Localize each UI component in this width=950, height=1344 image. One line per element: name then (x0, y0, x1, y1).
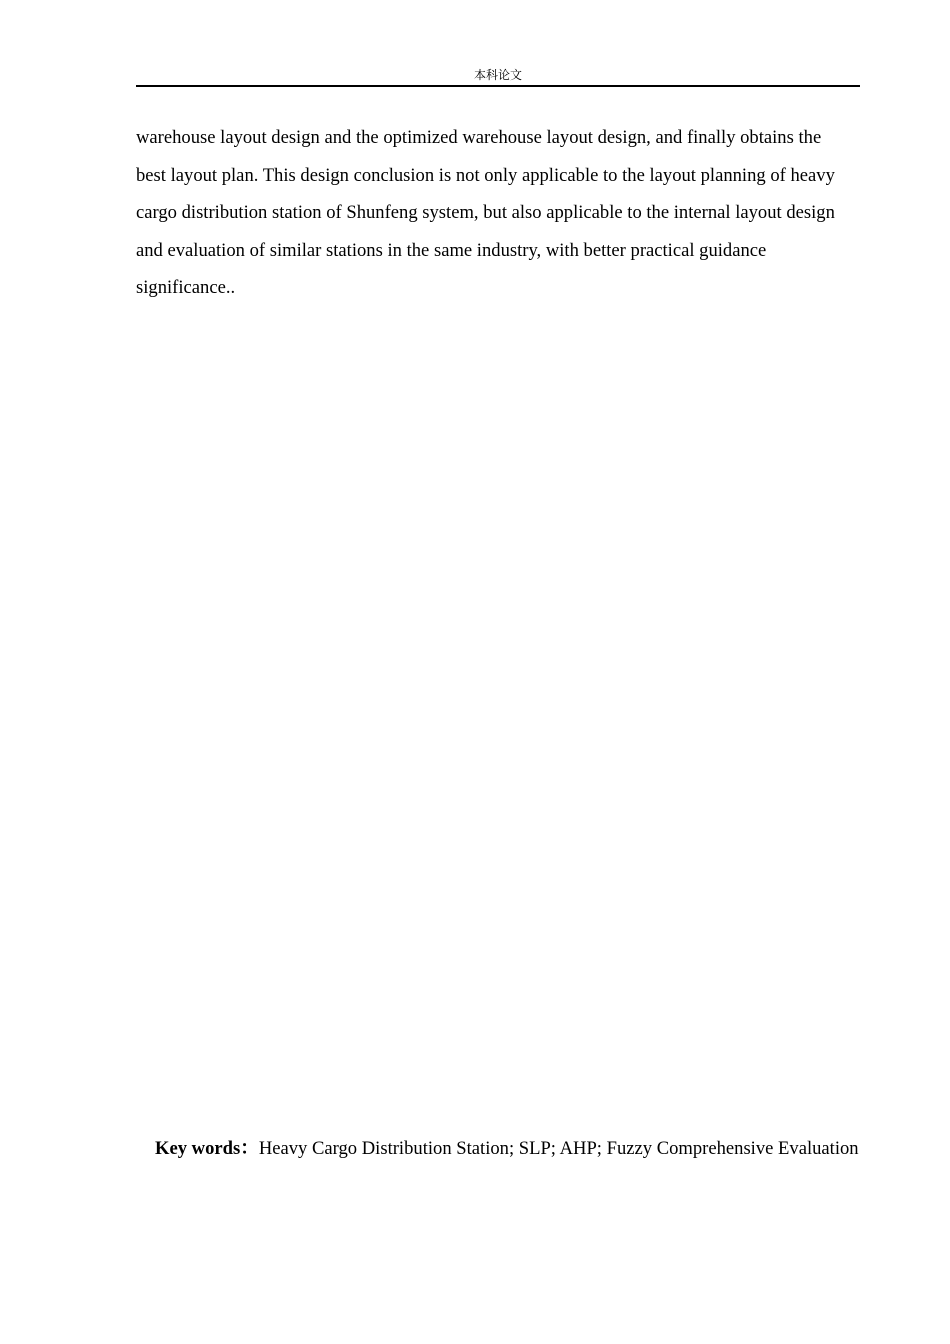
keywords-label: Key words： (155, 1138, 259, 1159)
abstract-paragraph (136, 119, 860, 307)
abstract-line: cargo distribution station of Shunfeng system, but also applicable to the internal layout design (136, 202, 835, 223)
header-rule (136, 85, 860, 87)
abstract-line: and evaluation of similar stations in the same industry, with better practical guidance (136, 239, 767, 261)
abstract-line: significance.. (136, 277, 236, 298)
running-header: 本科论文 (473, 68, 522, 82)
abstract-line: best layout plan. This design conclusion is not only applicable to the layout planning of heavy (136, 164, 835, 186)
keywords-text: Heavy Cargo Distribution Station; SLP; AHP; Fuzzy Comprehensive Evaluation (258, 1138, 859, 1159)
keywords-paragraph (136, 1130, 860, 1167)
abstract-line: warehouse layout design and the optimized warehouse layout design, and finally obtains the (136, 127, 822, 148)
